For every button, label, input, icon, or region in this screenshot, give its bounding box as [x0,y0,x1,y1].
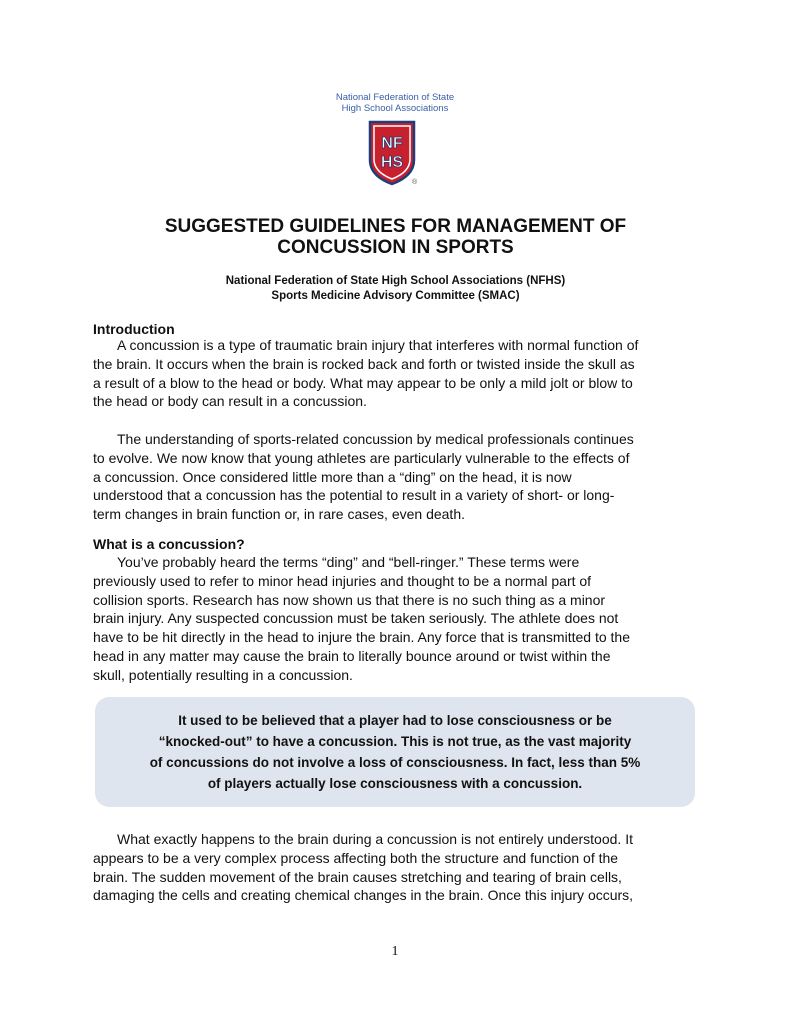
text-line: previously used to refer to minor head injuries and thought to be a normal part of [93,572,592,589]
document-title-line1: SUGGESTED GUIDELINES FOR MANAGEMENT OF [164,216,627,237]
text-line: brain. The sudden movement of the brain causes stretching and tearing of brain cells, [93,868,622,885]
text-line: a concussion. Once considered little more than a “ding” on the head, it is now [93,468,572,485]
svg-text:NF: NF [381,135,403,152]
registered-mark: ® [412,179,418,186]
intro-paragraph-1 [93,336,705,411]
text-line: a result of a blow to the head or body. What may appear to be only a mild jolt or blow to [93,374,633,391]
text-line: have to be hit directly in the head to injure the brain. Any force that is transmitted to the [93,629,630,646]
logo-org-line2: High School Associations [341,103,449,114]
text-line: the brain. It occurs when the brain is rocked back and forth or twisted inside the skull as [93,355,635,372]
text-line: head in any matter may cause the brain to literally bounce around or twist within the [93,647,611,664]
subtitle-committee: Sports Medicine Advisory Committee (SMAC) [271,290,520,302]
text-line: What exactly happens to the brain during a concussion is not entirely understood. It [117,831,633,847]
text-line: damaging the cells and creating chemical changes in the brain. Once this injury occurs, [93,887,634,904]
text-line: collision sports. Research has now shown us that there is no such thing as a minor [93,591,606,608]
text-line: brain injury. Any suspected concussion must be taken seriously. The athlete does not [93,610,619,627]
text-line: appears to be a very complex process affecting both the structure and function of the [93,849,619,866]
subtitle-organization: National Federation of State High School Associations (NFHS) [225,275,566,287]
mechanism-paragraph [93,830,705,905]
logo-org-line1: National Federation of State [335,92,455,103]
nfhs-logo-shield-icon [368,120,416,186]
svg-text:HS: HS [380,154,404,171]
callout-line: of players actually lose consciousness with a concussion. [207,776,583,791]
text-line: to evolve. We now know that young athletes are particularly vulnerable to the effects of [93,449,630,466]
callout-line: “knocked-out” to have a concussion. This is not true, as the vast majority [158,734,632,749]
text-line: The understanding of sports-related concussion by medical professionals continues [117,431,634,447]
intro-paragraph-2 [93,430,705,524]
what-paragraph-1 [93,553,705,685]
callout-text [95,710,695,794]
page-number: 1 [391,944,399,959]
document-title-line2: CONCUSSION IN SPORTS [277,237,514,258]
text-line: You’ve probably heard the terms “ding” and “bell-ringer.” These terms were [117,554,580,570]
text-line: understood that a concussion has the potential to result in a variety of short- or long- [93,487,615,504]
text-line: skull, potentially resulting in a concussion. [93,666,353,683]
section-heading-what-is-concussion: What is a concussion? [93,536,245,552]
text-line: A concussion is a type of traumatic brain injury that interferes with normal function of [117,337,639,353]
text-line: term changes in brain function or, in rare cases, even death. [93,506,465,523]
text-line: the head or body can result in a concussion. [93,393,367,410]
section-heading-introduction: Introduction [93,321,175,337]
callout-line: It used to be believed that a player had to lose consciousness or be [178,713,612,728]
callout-line: of concussions do not involve a loss of consciousness. In fact, less than 5% [149,755,641,770]
